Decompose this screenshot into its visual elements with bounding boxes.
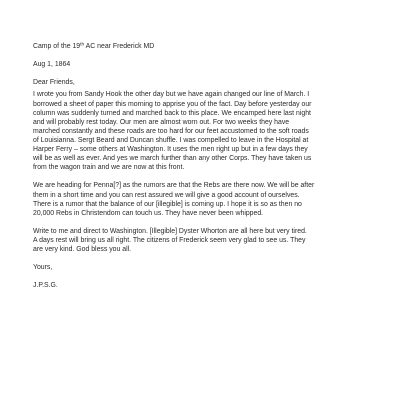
heading-suffix: AC near Frederick MD [84, 43, 155, 50]
paragraph-line: Write to me and direct to Washington. [Illegible] Dyster Whorton are all here but very tired. [33, 227, 307, 235]
letter-signature: J.P.S.G. [33, 282, 58, 290]
paragraph-line: are very kind. God bless you all. [33, 246, 132, 254]
paragraph-line: from the wagon train and we are now at this front. [33, 164, 185, 172]
paragraph-line: will be as well as ever. And yes we march further than any other Corps. They have taken us [33, 155, 312, 163]
letter-page [33, 42, 373, 291]
letter-paragraph-1 [33, 90, 373, 172]
letter-date: Aug 1, 1864 [33, 61, 71, 69]
heading-superscript: th [80, 42, 85, 48]
paragraph-line: column was suddenly turned and marched back to this place. We encamped here last night [33, 109, 311, 117]
letter-heading [33, 42, 373, 51]
paragraph-line: There is a rumor that the balance of our [illegible] is coming up. I hope it is so as then no [33, 200, 302, 208]
paragraph-line: A days rest will bring us all right. The citizens of Frederick seem very glad to see us. They [33, 236, 306, 244]
paragraph-line: of Louisianna. Sergt Beard and Duncan shuffle. I was compelled to leave in the Hospital at [33, 136, 309, 144]
paragraph-line: Harper Ferry – some others at Washington. It uses the men right up but in a few days they [33, 146, 308, 154]
paragraph-line: I wrote you from Sandy Hook the other day but we have again changed our line of March. I [33, 91, 310, 99]
paragraph-line: them in a short time and you can rest assured we will give a good account of ourselves. [33, 191, 300, 199]
paragraph-line: and will probably rest today. Our men are almost worn out. For two weeks they have [33, 118, 290, 126]
paragraph-line: marched constantly and these roads are too hard for our feet accustomed to the soft roads [33, 127, 309, 135]
letter-paragraph-3 [33, 227, 373, 254]
paragraph-line: borrowed a sheet of paper this morning to apprise you of the fact. Day before yesterday our [33, 100, 312, 108]
paragraph-line: 20,000 Rebs in Christendom can touch us. They have never been whipped. [33, 209, 264, 217]
heading-prefix: Camp of the 19 [33, 43, 81, 50]
letter-closing: Yours, [33, 264, 53, 272]
letter-paragraph-2 [33, 181, 373, 217]
letter-salutation: Dear Friends, [33, 79, 75, 87]
paragraph-line: We are heading for Penna[?] as the rumors are that the Rebs are there now. We will be after [33, 182, 315, 190]
